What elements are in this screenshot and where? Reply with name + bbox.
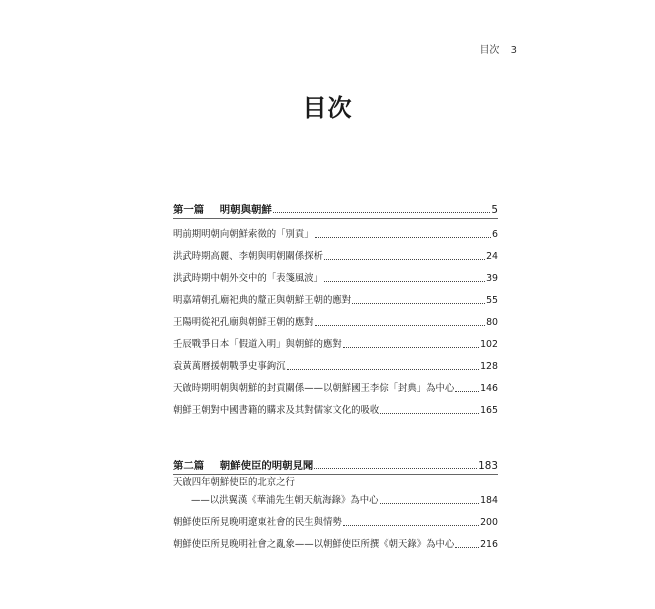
entry-title: 壬辰戰爭日本「假道入明」與朝鮮的應對 <box>173 339 342 350</box>
toc-entry[interactable] <box>173 263 498 285</box>
entry-title: 明嘉靖朝孔廟祀典的釐正與朝鮮王朝的應對 <box>173 295 352 306</box>
entry-title: 朝鮮使臣所見晚明社會之亂象——以朝鮮使臣所撰《朝天錄》為中心 <box>173 539 455 550</box>
page-number: 24 <box>486 251 498 262</box>
dot-leader <box>343 525 479 526</box>
dot-leader <box>287 369 480 370</box>
toc-entry[interactable] <box>173 285 498 307</box>
dot-leader <box>273 212 491 213</box>
entry-title: 洪武時期高麗、李朝與明朝關係探析 <box>173 251 324 262</box>
part-label: 第一篇 <box>173 204 205 216</box>
toc-entry[interactable] <box>173 219 498 241</box>
entry-title: 朝鮮王朝對中國書籍的購求及其對儒家文化的吸收 <box>173 405 380 416</box>
page-number: 146 <box>480 383 498 394</box>
toc-entry[interactable] <box>173 351 498 373</box>
page-title: 目次 <box>302 93 353 122</box>
dot-leader <box>455 391 479 392</box>
page-number: 80 <box>486 317 498 328</box>
dot-leader <box>380 413 479 414</box>
dot-leader <box>343 347 479 348</box>
toc-entry[interactable] <box>173 529 498 551</box>
entry-title: 天啟時期明朝與朝鮮的封貢關係——以朝鮮國王李倧「封典」為中心 <box>173 383 455 394</box>
page-number: 165 <box>480 405 498 416</box>
part-title: 朝鮮使臣的明朝見聞 <box>219 460 314 472</box>
page-number: 184 <box>480 495 498 506</box>
page-number: 200 <box>480 517 498 528</box>
part-label: 第二篇 <box>173 460 205 472</box>
page-number: 216 <box>480 539 498 550</box>
toc-entry-continuation[interactable] <box>173 489 498 507</box>
toc-entry[interactable] <box>173 395 498 417</box>
page-number: 6 <box>492 229 498 240</box>
running-head-page-number: 3 <box>510 45 517 56</box>
page-number: 55 <box>486 295 498 306</box>
part-gap <box>173 417 498 448</box>
toc-entry[interactable] <box>173 475 498 489</box>
entry-title: 朝鮮使臣所見晚明遼東社會的民生與情勢 <box>173 517 342 528</box>
toc-entry[interactable] <box>173 329 498 351</box>
running-head-section: 目次 <box>479 45 500 56</box>
page-number: 39 <box>486 273 498 284</box>
entry-title: 明前期明朝向朝鮮索徵的「別貢」 <box>173 229 314 240</box>
dot-leader <box>324 259 485 260</box>
toc-entry[interactable] <box>173 307 498 329</box>
page-number: 5 <box>491 204 498 216</box>
dot-leader <box>380 503 480 504</box>
toc-entry[interactable] <box>173 373 498 395</box>
entry-title: 袁黃萬曆援朝戰爭史事鉤沉 <box>173 361 286 372</box>
part-title: 明朝與朝鮮 <box>219 204 272 216</box>
dot-leader <box>314 468 477 469</box>
toc-part-heading[interactable] <box>173 448 498 472</box>
entry-title: 洪武時期中朝外交中的「表箋風波」 <box>173 273 324 284</box>
dot-leader <box>315 325 485 326</box>
entry-title: 王陽明從祀孔廟與朝鮮王朝的應對 <box>173 317 314 328</box>
entry-subtitle: ——以洪翼漢《華浦先生朝天航海錄》為中心 <box>191 495 379 506</box>
page-number: 128 <box>480 361 498 372</box>
table-of-contents <box>173 192 498 551</box>
dot-leader <box>315 237 491 238</box>
dot-leader <box>324 281 485 282</box>
dot-leader <box>352 303 485 304</box>
toc-entry[interactable] <box>173 241 498 263</box>
running-head <box>479 41 517 56</box>
toc-entry[interactable] <box>173 507 498 529</box>
page-number: 183 <box>478 460 498 472</box>
page-number: 102 <box>480 339 498 350</box>
dot-leader <box>455 547 479 548</box>
toc-part-heading[interactable] <box>173 192 498 216</box>
entry-title: 天啟四年朝鮮使臣的北京之行 <box>173 477 295 488</box>
